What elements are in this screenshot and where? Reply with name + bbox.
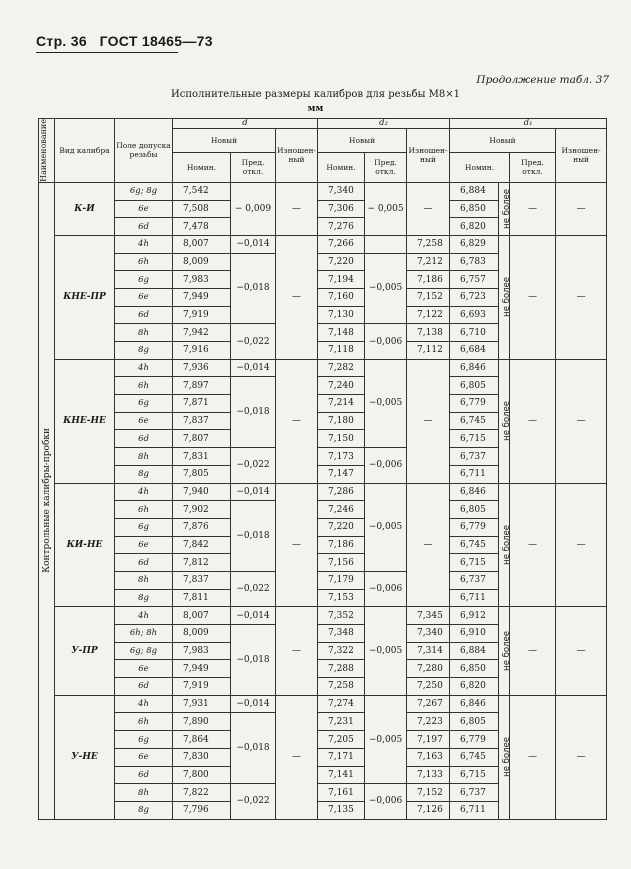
tolerance-field: 6e [115,412,173,430]
d1-worn: — [556,235,607,359]
d1-nominal: 6,805 [450,377,499,395]
tolerance-field: 4h [115,695,173,713]
no-more-cell [499,235,513,359]
tolerance-field: 8g [115,465,173,483]
d2-nominal: 7,153 [318,589,365,607]
tolerance-field: 6e [115,748,173,766]
d2-deviation: −0,006 [365,324,407,359]
d-worn-header: Изношен-ный [276,129,318,183]
no-more-label: не более [502,525,513,565]
d-nominal: 8,007 [173,607,231,625]
d-nominal: 7,864 [173,731,231,749]
d-deviation: −0,018 [231,253,276,324]
no-more-label: не более [502,631,513,671]
d-nominal: 7,822 [173,784,231,802]
d1-nominal: 6,805 [450,713,499,731]
unit-label: мм [307,104,324,114]
d1-nominal: 6,846 [450,359,499,377]
header-rule [36,52,178,53]
d-deviation: −0,014 [231,695,276,713]
d-deviation: −0,014 [231,359,276,377]
d-nominal: 7,811 [173,589,231,607]
d1-worn: — [556,359,607,483]
d-nominal: 8,007 [173,235,231,253]
d1-deviation: — [510,182,556,235]
table-row [39,607,607,625]
gauge-kind: У-НЕ [55,695,115,819]
d2-worn: 7,258 [407,235,450,253]
d-nominal: 7,871 [173,395,231,413]
d2-worn: — [407,182,450,235]
d2-deviation: −0,005 [365,695,407,783]
d2-nominal: 7,161 [318,784,365,802]
no-more-label: не более [502,188,513,229]
d2-nominal: 7,322 [318,642,365,660]
d2-nominal: 7,231 [318,713,365,731]
no-more-cell [499,695,513,819]
d-deviation: −0,018 [231,377,276,448]
d-nominal: 7,796 [173,801,231,819]
d2-nominal: 7,173 [318,448,365,466]
d1-worn-header: Изношен-ный [556,129,607,183]
table-row [39,483,607,501]
d1-nominal: 6,910 [450,625,499,643]
d2-worn: — [407,483,450,607]
no-more-cell [499,483,513,607]
col-tolerance-header: Поле допуска резьбы [115,119,173,183]
d2-deviation [365,235,407,253]
tolerance-field: 8g [115,342,173,360]
d2-worn: 7,267 [407,695,450,713]
d1-nominal: 6,805 [450,501,499,519]
d2-nominal: 7,205 [318,731,365,749]
tolerance-field: 6e [115,660,173,678]
continuation-label: Продолжение табл. 37 [476,74,609,86]
d-deviation: −0,018 [231,501,276,572]
d2-worn: 7,250 [407,678,450,696]
d2-dev-header: Пред. откл. [365,152,407,182]
d-nominal: 8,009 [173,253,231,271]
d-nominal: 7,812 [173,554,231,572]
d2-nominal: 7,180 [318,412,365,430]
d2-worn: 7,212 [407,253,450,271]
tolerance-field: 6g; 8g [115,642,173,660]
d1-nominal: 6,829 [450,235,499,253]
d1-deviation: — [510,235,556,359]
tolerance-field: 6h [115,253,173,271]
d1-nominal: 6,783 [450,253,499,271]
d2-nominal: 7,135 [318,801,365,819]
d-deviation: −0,022 [231,784,276,819]
d2-nominal: 7,214 [318,395,365,413]
d1-nominal: 6,779 [450,518,499,536]
d2-nominal: 7,266 [318,235,365,253]
d1-deviation: — [510,607,556,695]
d2-worn: 7,223 [407,713,450,731]
d2-nominal: 7,258 [318,678,365,696]
d-nominal: 7,902 [173,501,231,519]
d-nominal: 7,949 [173,288,231,306]
d2-nominal: 7,156 [318,554,365,572]
d2-worn: 7,126 [407,801,450,819]
d-nominal: 7,837 [173,412,231,430]
d-nominal: 7,983 [173,642,231,660]
d-worn: — [276,483,318,607]
d1-nominal: 6,715 [450,430,499,448]
tolerance-field: 4h [115,607,173,625]
d-worn: — [276,182,318,235]
d-nominal: 7,542 [173,182,231,200]
d-nominal: 7,807 [173,430,231,448]
d1-deviation: — [510,483,556,607]
tolerance-field: 6g [115,395,173,413]
d1-nominal: 6,711 [450,801,499,819]
d1-nominal: 6,850 [450,660,499,678]
tolerance-field: 6h [115,713,173,731]
d2-nominal: 7,141 [318,766,365,784]
tolerance-field: 6h; 8h [115,625,173,643]
no-more-cell [499,607,513,695]
d2-nominal: 7,274 [318,695,365,713]
table-title: Исполнительные размеры калибров для резьбы M8×1 [171,89,460,100]
d-nominal: 7,831 [173,448,231,466]
d1-nominal: 6,737 [450,571,499,589]
gauge-kind: У-ПР [55,607,115,695]
d2-nominal: 7,194 [318,271,365,289]
d-nominal: 7,931 [173,695,231,713]
d2-nominal: 7,352 [318,607,365,625]
d-nominal: 7,800 [173,766,231,784]
tolerance-field: 6d [115,430,173,448]
d1-nominal: 6,684 [450,342,499,360]
d1-nominal: 6,779 [450,731,499,749]
d1-nominal: 6,884 [450,182,499,200]
d1-nominal: 6,715 [450,554,499,572]
gauge-kind: К-И [55,182,115,235]
d-nominal: 7,842 [173,536,231,554]
d2-nominal: 7,276 [318,218,365,236]
d2-nominal: 7,240 [318,377,365,395]
d2-nominal: 7,130 [318,306,365,324]
tolerance-field: 6g; 8g [115,182,173,200]
no-more-label: не более [502,737,513,778]
tolerance-field: 8g [115,801,173,819]
d1-worn: — [556,607,607,695]
d-worn: — [276,695,318,819]
d1-nominal: 6,884 [450,642,499,660]
col-d2-header: d₂ [318,119,450,129]
table-body [39,182,607,819]
d-nominal: 7,942 [173,324,231,342]
d-deviation: −0,022 [231,324,276,359]
d2-nominal: 7,340 [318,182,365,200]
table-row [39,359,607,377]
d2-worn: 7,112 [407,342,450,360]
gauge-kind: КНЕ-ПР [55,235,115,359]
d2-nom-header: Номин. [318,152,365,182]
d2-deviation: −0,006 [365,784,407,819]
d-nominal: 7,949 [173,660,231,678]
d-worn: — [276,359,318,483]
d2-worn: 7,340 [407,625,450,643]
page-number: Стр. 36 [36,33,87,49]
tolerance-field: 6d [115,766,173,784]
d-nominal: 7,876 [173,518,231,536]
d-nominal: 7,897 [173,377,231,395]
d-worn: — [276,235,318,359]
d2-worn: 7,186 [407,271,450,289]
tolerance-field: 6h [115,377,173,395]
d2-deviation: − 0,005 [365,182,407,235]
d1-nominal: 6,846 [450,483,499,501]
d2-nominal: 7,246 [318,501,365,519]
d2-worn: 7,163 [407,748,450,766]
d2-nominal: 7,288 [318,660,365,678]
d-nominal: 7,830 [173,748,231,766]
d-deviation: −0,022 [231,448,276,483]
tolerance-field: 8h [115,324,173,342]
d-nominal: 7,983 [173,271,231,289]
d2-deviation: −0,005 [365,359,407,447]
d1-nominal: 6,737 [450,784,499,802]
tolerance-field: 6e [115,536,173,554]
d2-worn: 7,314 [407,642,450,660]
d-nominal: 7,940 [173,483,231,501]
d-nominal: 7,837 [173,571,231,589]
d2-worn: 7,345 [407,607,450,625]
d2-worn: 7,197 [407,731,450,749]
d-deviation: −0,018 [231,713,276,784]
d2-deviation: −0,005 [365,607,407,695]
d-nominal: 7,919 [173,306,231,324]
table-row [39,235,607,253]
d2-worn: 7,152 [407,784,450,802]
d2-nominal: 7,118 [318,342,365,360]
d2-nominal: 7,148 [318,324,365,342]
d-nominal: 7,890 [173,713,231,731]
tolerance-field: 6g [115,271,173,289]
d1-nominal: 6,820 [450,678,499,696]
tolerance-field: 6g [115,731,173,749]
d1-nominal: 6,715 [450,766,499,784]
d2-nominal: 7,150 [318,430,365,448]
d2-deviation: −0,006 [365,448,407,483]
col-name-header: Наименование [39,119,48,182]
col-d1-header: d₁ [450,119,607,129]
tolerance-field: 8h [115,448,173,466]
d2-nominal: 7,220 [318,518,365,536]
d1-nominal: 6,710 [450,324,499,342]
tolerance-field: 6e [115,200,173,218]
d-nominal: 7,508 [173,200,231,218]
d1-nominal: 6,711 [450,589,499,607]
d1-deviation: — [510,695,556,819]
d2-deviation: −0,005 [365,483,407,571]
tolerance-field: 4h [115,359,173,377]
d-dev-header: Пред. откл. [231,152,276,182]
d2-worn: — [407,359,450,483]
d2-nominal: 7,147 [318,465,365,483]
d-deviation: − 0,009 [231,182,276,235]
page-header [36,33,213,49]
d2-worn: 7,133 [407,766,450,784]
d1-nominal: 6,779 [450,395,499,413]
d1-nominal: 6,757 [450,271,499,289]
d2-nominal: 7,220 [318,253,365,271]
d1-nominal: 6,912 [450,607,499,625]
tolerance-field: 6d [115,554,173,572]
d-deviation: −0,014 [231,483,276,501]
gauge-kind: КИ-НЕ [55,483,115,607]
d-nominal: 7,919 [173,678,231,696]
d1-nominal: 6,820 [450,218,499,236]
d1-new-header: Новый [450,129,556,153]
d2-nominal: 7,306 [318,200,365,218]
d-deviation: −0,014 [231,235,276,253]
d2-nominal: 7,282 [318,359,365,377]
d2-worn: 7,122 [407,306,450,324]
d2-nominal: 7,179 [318,571,365,589]
group-label: Контрольные калибры-пробки [42,428,52,574]
gauge-table [38,118,607,820]
d1-worn: — [556,695,607,819]
tolerance-field: 6g [115,518,173,536]
no-more-label: не более [502,401,513,442]
d1-nominal: 6,711 [450,465,499,483]
tolerance-field: 8g [115,589,173,607]
d2-new-header: Новый [318,129,407,153]
tolerance-field: 6d [115,678,173,696]
col-kind-header: Вид калибра [55,119,115,183]
d2-worn-header: Изношен-ный [407,129,450,183]
tolerance-field: 4h [115,235,173,253]
d2-deviation: −0,006 [365,571,407,606]
d1-worn: — [556,483,607,607]
tolerance-field: 6d [115,218,173,236]
d2-nominal: 7,286 [318,483,365,501]
d1-nominal: 6,745 [450,748,499,766]
d1-nominal: 6,745 [450,536,499,554]
d-nominal: 8,009 [173,625,231,643]
d2-worn: 7,152 [407,288,450,306]
col-d-header: d [173,119,318,129]
no-more-cell [499,359,513,483]
d1-nominal: 6,693 [450,306,499,324]
d1-deviation: — [510,359,556,483]
d2-nominal: 7,186 [318,536,365,554]
d-deviation: −0,022 [231,571,276,606]
table-row [39,695,607,713]
tolerance-field: 8h [115,784,173,802]
d-nominal: 7,916 [173,342,231,360]
d2-deviation: −0,005 [365,253,407,324]
d1-dev-header: Пред. откл. [510,152,556,182]
d-nominal: 7,478 [173,218,231,236]
table-row [39,182,607,200]
tolerance-field: 6d [115,306,173,324]
d2-worn: 7,280 [407,660,450,678]
d-nominal: 7,805 [173,465,231,483]
d-new-header: Новый [173,129,276,153]
no-more-cell [499,182,513,235]
tolerance-field: 6h [115,501,173,519]
d1-worn: — [556,182,607,235]
d1-nom-header: Номин. [450,152,510,182]
standard-code: ГОСТ 18465—73 [99,33,213,49]
d1-nominal: 6,723 [450,288,499,306]
group-label-cell [39,182,55,819]
d2-worn: 7,138 [407,324,450,342]
tolerance-field: 6e [115,288,173,306]
gauge-kind: КНЕ-НЕ [55,359,115,483]
tolerance-field: 8h [115,571,173,589]
no-more-label: не более [502,277,513,318]
d2-nominal: 7,348 [318,625,365,643]
d1-nominal: 6,737 [450,448,499,466]
d-deviation: −0,018 [231,625,276,696]
d1-nominal: 6,850 [450,200,499,218]
tolerance-field: 4h [115,483,173,501]
d-worn: — [276,607,318,695]
d1-nominal: 6,846 [450,695,499,713]
d-nominal: 7,936 [173,359,231,377]
d2-nominal: 7,160 [318,288,365,306]
d-nom-header: Номин. [173,152,231,182]
d2-nominal: 7,171 [318,748,365,766]
d1-nominal: 6,745 [450,412,499,430]
d-deviation: −0,014 [231,607,276,625]
